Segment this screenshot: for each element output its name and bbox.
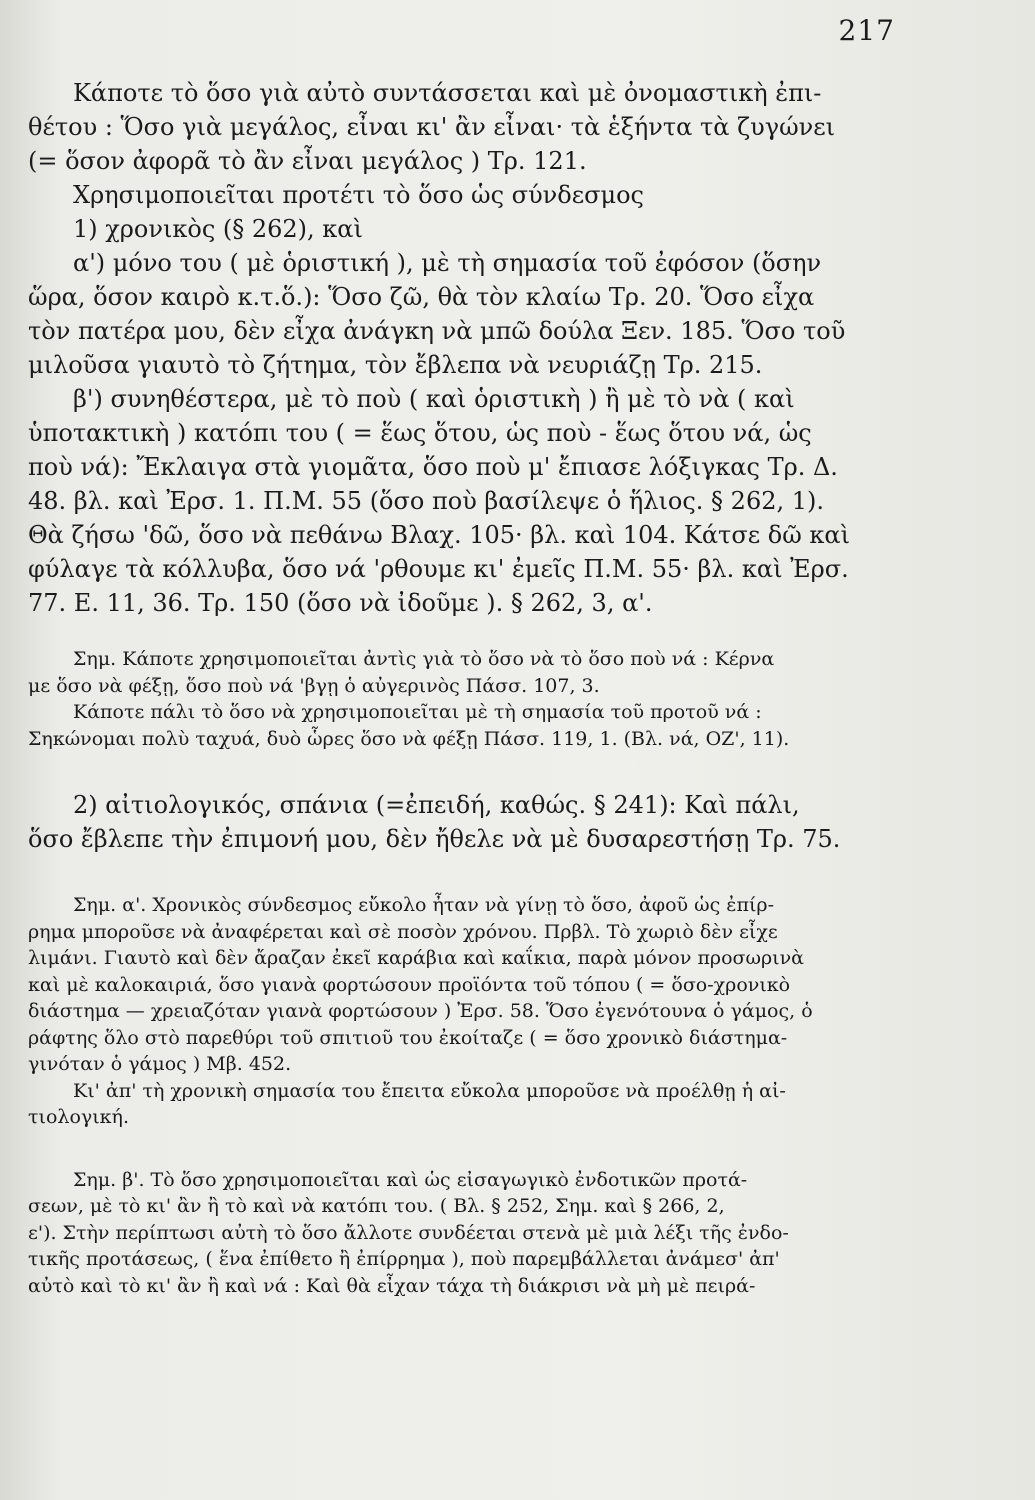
- text-line: Θὰ ζήσω 'δῶ, ὅσο νὰ πεθάνω Βλαχ. 105· βλ. καὶ 104. Κάτσε δῶ καὶ: [28, 521, 851, 549]
- text-line: ὅσο ἔβλεπε τὴν ἐπιμονή μου, δὲν ἤθελε νὰ μὲ δυσαρεστήσῃ Τρ. 75.: [28, 825, 841, 853]
- note-line: ε'). Στὴν περίπτωσι αὐτὴ τὸ ὅσο ἄλλοτε συνδέεται στενὰ μὲ μιὰ λέξι τῆς ἐνδο-: [28, 1221, 789, 1244]
- text-line: ὥρα, ὅσον καιρὸ κ.τ.ὅ.): Ὅσο ζῶ, θὰ τὸν κλαίω Τρ. 20. Ὅσο εἶχα: [28, 283, 815, 311]
- note-line: Σημ. Κάποτε χρησιμοποιεῖται ἀντὶς γιὰ τὸ ὅσο νὰ τὸ ὅσο ποὺ νά : Κέρνα: [73, 648, 775, 670]
- text-line: (= ὅσον ἀφορᾶ τὸ ἂν εἶναι μεγάλος ) Τρ. 121.: [28, 147, 587, 175]
- note-2: [28, 892, 935, 1131]
- text-line: α') μόνο του ( μὲ ὁριστική ), μὲ τὴ σημασία τοῦ ἐφόσον (ὅσην: [73, 249, 822, 277]
- note-line: Σηκώνομαι πολὺ ταχυά, δυὸ ὧρες ὅσο νὰ φέξῃ Πάσσ. 119, 1. (Βλ. νά, ΟΖ', 11).: [28, 727, 790, 750]
- note-line: Κι' ἀπ' τὴ χρονικὴ σημασία του ἔπειτα εὔκολα μποροῦσε νὰ προέλθῃ ἡ αἰ-: [73, 1079, 786, 1102]
- note-line: Κάποτε πάλι τὸ ὅσο νὰ χρησιμοποιεῖται μὲ τὴ σημασία τοῦ προτοῦ νά :: [73, 701, 762, 723]
- paragraph-2: [28, 788, 935, 856]
- text-line: β') συνηθέστερα, μὲ τὸ ποὺ ( καὶ ὁριστικὴ ) ἢ μὲ τὸ νὰ ( καὶ: [73, 385, 795, 413]
- note-line: γινόταν ὁ γάμος ) Μβ. 452.: [28, 1053, 292, 1075]
- note-1: [28, 646, 935, 752]
- note-line: Σημ. α'. Χρονικὸς σύνδεσμος εὔκολο ἦταν νὰ γίνῃ τὸ ὅσο, ἀφοῦ ὡς ἐπίρ-: [73, 894, 775, 916]
- note-line: καὶ μὲ καλοκαιριά, ὅσο γιανὰ φορτώσουν προϊόντα τοῦ τόπου ( = ὅσο-χρονικὸ: [28, 973, 791, 996]
- text-line: 2) αἰτιολογικός, σπάνια (=ἐπειδή, καθώς. § 241): Καὶ πάλι,: [73, 791, 800, 819]
- note-line: διάστημα — χρειαζόταν γιανὰ φορτώσουν ) Ἐρσ. 58. Ὅσο ἐγενότουνα ὁ γάμος, ὁ: [28, 1000, 813, 1022]
- note-line: αὐτὸ καὶ τὸ κι' ἂν ἢ καὶ νά : Καὶ θὰ εἶχαν τάχα τὴ διάκρισι νὰ μὴ μὲ πειρά-: [28, 1274, 756, 1297]
- text-line: Κάποτε τὸ ὅσο γιὰ αὐτὸ συντάσσεται καὶ μὲ ὀνομαστικὴ ἐπι-: [73, 79, 822, 107]
- text-line: 48. βλ. καὶ Ἐρσ. 1. Π.Μ. 55 (ὅσο ποὺ βασίλεψε ὁ ἥλιος. § 262, 1).: [28, 487, 824, 515]
- note-3: [28, 1167, 935, 1300]
- text-line: μιλοῦσα γιαυτὸ τὸ ζήτημα, τὸν ἔβλεπα νὰ νευριάζῃ Τρ. 215.: [28, 351, 763, 379]
- text-line: 1) χρονικὸς (§ 262), καὶ: [73, 215, 363, 243]
- text-line: τὸν πατέρα μου, δὲν εἶχα ἀνάγκη νὰ μπῶ δούλα Ξεν. 185. Ὅσο τοῦ: [28, 317, 846, 345]
- note-line: τικῆς προτάσεως, ( ἕνα ἐπίθετο ἢ ἐπίρρημα ), ποὺ παρεμβάλλεται ἀνάμεσ' ἀπ': [28, 1248, 780, 1270]
- text-line: ποὺ νά): Ἔκλαιγα στὰ γιομᾶτα, ὅσο ποὺ μ' ἔπιασε λόξιγκας Τρ. Δ.: [28, 453, 838, 481]
- text-line: 77. Ε. 11, 36. Τρ. 150 (ὅσο νὰ ἰδοῦμε ). § 262, 3, α'.: [28, 589, 653, 617]
- note-line: ρημα μποροῦσε νὰ ἀναφέρεται καὶ σὲ ποσὸν χρόνου. Πρβλ. Τὸ χωριὸ δὲν εἶχε: [28, 920, 778, 943]
- text-line: φύλαγε τὰ κόλλυβα, ὅσο νά 'ρθουμε κι' ἐμεῖς Π.Μ. 55· βλ. καὶ Ἐρσ.: [28, 555, 849, 583]
- note-line: με ὅσο νὰ φέξῃ, ὅσο ποὺ νά 'βγῃ ὁ αὐγερινὸς Πάσσ. 107, 3.: [28, 674, 600, 697]
- note-line: σεων, μὲ τὸ κι' ἂν ἢ τὸ καὶ νὰ κατόπι του. ( Βλ. § 252, Σημ. καὶ § 266, 2,: [28, 1195, 725, 1217]
- text-line: ὑποτακτικὴ ) κατόπι του ( = ἕως ὅτου, ὡς ποὺ - ἕως ὅτου νά, ὡς: [28, 419, 812, 447]
- text-line: θέτου : Ὅσο γιὰ μεγάλος, εἶναι κι' ἂν εἶναι· τὰ ἑξήντα τὰ ζυγώνει: [28, 113, 836, 141]
- text-line: Χρησιμοποιεῖται προτέτι τὸ ὅσο ὡς σύνδεσμος: [73, 181, 644, 209]
- page-number: 217: [838, 14, 895, 47]
- note-line: Σημ. β'. Τὸ ὅσο χρησιμοποιεῖται καὶ ὡς εἰσαγωγικὸ ἐνδοτικῶν προτά-: [73, 1168, 748, 1191]
- page-body: [28, 76, 935, 1299]
- note-line: τιολογική.: [28, 1106, 129, 1128]
- note-line: ράφτης ὅλο στὸ παρεθύρι τοῦ σπιτιοῦ του ἐκοίταζε ( = ὅσο χρονικὸ διάστημα-: [28, 1026, 788, 1049]
- note-line: λιμάνι. Γιαυτὸ καὶ δὲν ἄραζαν ἐκεῖ καράβια καὶ καΐκια, παρὰ μόνον προσωρινὰ: [28, 947, 805, 969]
- paragraph-1: [28, 76, 935, 620]
